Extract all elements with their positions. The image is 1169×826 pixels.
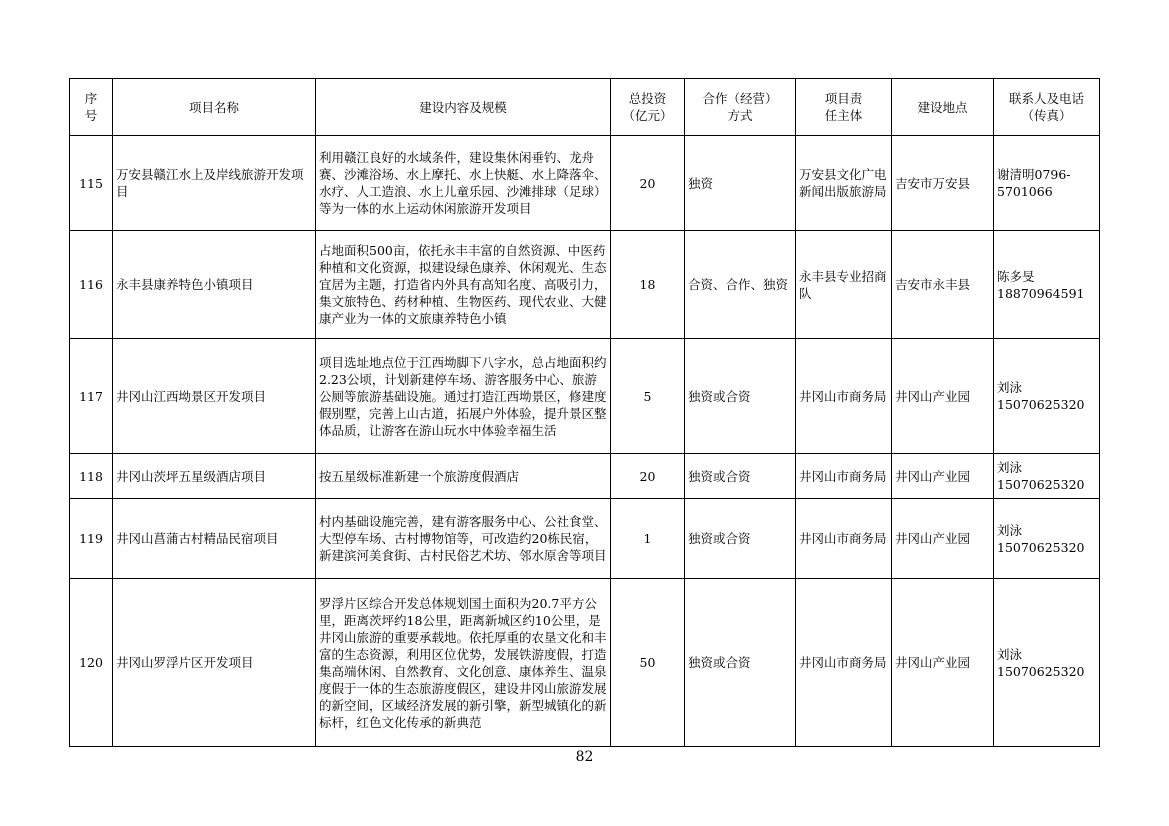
row-location: 井冈山产业园 — [892, 339, 994, 454]
row-mode: 独资或合资 — [685, 339, 796, 454]
row-content: 村内基础设施完善，建有游客服务中心、公社食堂、大型停车场、古村博物馆等，可改造约20栋民宿，新建滨河美食街、古村民俗艺术坊、邻水原舍等项目 — [316, 499, 611, 579]
table-row — [70, 499, 1100, 579]
row-no: 117 — [70, 339, 113, 454]
row-investment: 50 — [611, 579, 685, 747]
row-investment: 20 — [611, 454, 685, 499]
row-owner: 井冈山市商务局 — [796, 454, 892, 499]
header-mode: 合作（经营） 方式 — [685, 79, 796, 136]
row-content: 罗浮片区综合开发总体规划国土面积为20.7平方公里，距离茨坪约18公里，距离新城区约10公里，是井冈山旅游的重要承载地。依托厚重的农垦文化和丰富的生态资源，利用区位优势，发展铁游度假，打造集高端休闲、自然教育、文化创意、康体养生、温泉度假于一体的生态旅游度假区，建设井冈山旅游发展的新空间，区域经济发展的新引擎，新型城镇化的新标杆，红色文化传承的新典范 — [316, 579, 611, 747]
row-contact: 刘泳15070625320 — [994, 499, 1100, 579]
row-contact: 谢清明0796-5701066 — [994, 136, 1100, 231]
header-content: 建设内容及规模 — [316, 79, 611, 136]
table-row — [70, 454, 1100, 499]
row-owner: 永丰县专业招商队 — [796, 231, 892, 339]
row-investment: 20 — [611, 136, 685, 231]
row-name: 井冈山菖蒲古村精品民宿项目 — [113, 499, 316, 579]
row-content: 利用赣江良好的水域条件，建设集休闲垂钓、龙舟赛、沙滩浴场、水上摩托、水上快艇、水上降落伞、水疗、人工造浪、水上儿童乐园、沙滩排球（足球）等为一体的水上运动休闲旅游开发项目 — [316, 136, 611, 231]
table-row — [70, 136, 1100, 231]
row-contact: 刘泳15070625320 — [994, 579, 1100, 747]
project-table — [69, 78, 1100, 747]
row-no: 120 — [70, 579, 113, 747]
header-contact: 联系人及电话 （传真） — [994, 79, 1100, 136]
row-name: 万安县赣江水上及岸线旅游开发项目 — [113, 136, 316, 231]
row-owner: 井冈山市商务局 — [796, 339, 892, 454]
row-mode: 独资或合资 — [685, 454, 796, 499]
row-name: 永丰县康养特色小镇项目 — [113, 231, 316, 339]
row-no: 115 — [70, 136, 113, 231]
row-investment: 1 — [611, 499, 685, 579]
header-investment: 总投资 （亿元） — [611, 79, 685, 136]
header-owner: 项目责 任主体 — [796, 79, 892, 136]
row-investment: 18 — [611, 231, 685, 339]
row-owner: 万安县文化广电新闻出版旅游局 — [796, 136, 892, 231]
row-no: 116 — [70, 231, 113, 339]
table-row — [70, 339, 1100, 454]
row-name: 井冈山江西坳景区开发项目 — [113, 339, 316, 454]
row-mode: 独资或合资 — [685, 499, 796, 579]
row-contact: 刘泳15070625320 — [994, 339, 1100, 454]
row-location: 井冈山产业园 — [892, 454, 994, 499]
header-row — [70, 79, 1100, 136]
row-no: 119 — [70, 499, 113, 579]
row-content: 项目选址地点位于江西坳脚下八字水，总占地面积约2.23公顷，计划新建停车场、游客服务中心、旅游公厕等旅游基础设施。通过打造江西坳景区，修建度假别墅，完善上山古道，拓展户外体验，提升景区整体品质，让游客在游山玩水中体验幸福生活 — [316, 339, 611, 454]
row-location: 井冈山产业园 — [892, 579, 994, 747]
row-owner: 井冈山市商务局 — [796, 499, 892, 579]
row-mode: 合资、合作、独资 — [685, 231, 796, 339]
table-row — [70, 231, 1100, 339]
row-name: 井冈山罗浮片区开发项目 — [113, 579, 316, 747]
page-number: 82 — [575, 749, 594, 765]
row-location: 吉安市永丰县 — [892, 231, 994, 339]
table-row — [70, 579, 1100, 747]
row-name: 井冈山茨坪五星级酒店项目 — [113, 454, 316, 499]
row-content: 占地面积500亩，依托永丰丰富的自然资源、中医药种植和文化资源，拟建设绿色康养、休闲观光、生态宜居为主题，打造省内外具有高知名度、高吸引力，集文旅特色、药材种植、生物医药、现代农业、大健康产业为一体的文旅康养特色小镇 — [316, 231, 611, 339]
row-owner: 井冈山市商务局 — [796, 579, 892, 747]
row-mode: 独资 — [685, 136, 796, 231]
row-location: 井冈山产业园 — [892, 499, 994, 579]
header-no: 序 号 — [70, 79, 113, 136]
row-location: 吉安市万安县 — [892, 136, 994, 231]
row-mode: 独资或合资 — [685, 579, 796, 747]
row-no: 118 — [70, 454, 113, 499]
row-contact: 刘泳15070625320 — [994, 454, 1100, 499]
header-name: 项目名称 — [113, 79, 316, 136]
row-content: 按五星级标准新建一个旅游度假酒店 — [316, 454, 611, 499]
row-contact: 陈多旻18870964591 — [994, 231, 1100, 339]
row-investment: 5 — [611, 339, 685, 454]
header-location: 建设地点 — [892, 79, 994, 136]
